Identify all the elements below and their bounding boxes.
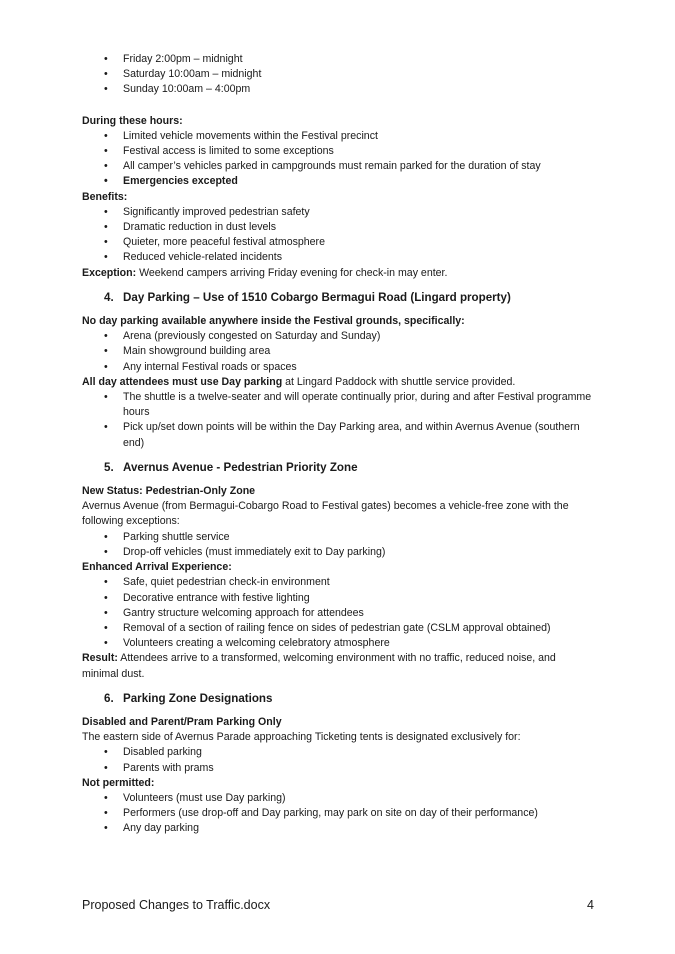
section-number: 4. bbox=[104, 290, 114, 304]
exception-paragraph bbox=[82, 266, 592, 281]
list-item: • Volunteers creating a welcoming celebratory atmosphere bbox=[82, 636, 592, 651]
list-item: • Parking shuttle service bbox=[82, 530, 592, 545]
list-item: • All camper’s vehicles parked in campgrounds must remain parked for the duration of stay bbox=[82, 159, 592, 174]
spacer bbox=[82, 451, 592, 460]
list-item: • Sunday 10:00am – 4:00pm bbox=[82, 82, 592, 97]
result-text: Attendees arrive to a transformed, welcoming environment with no traffic, reduced noise, and minimal dust. bbox=[82, 652, 556, 680]
list-item: • Significantly improved pedestrian safety bbox=[82, 205, 592, 220]
list-item: • Safe, quiet pedestrian check-in environment bbox=[82, 575, 592, 590]
list-item: • Gantry structure welcoming approach for attendees bbox=[82, 606, 592, 621]
list-item: • Arena (previously congested on Saturday and Sunday) bbox=[82, 329, 592, 344]
section-title: Parking Zone Designations bbox=[123, 691, 273, 705]
list-item: • Any day parking bbox=[82, 821, 592, 836]
section-number: 5. bbox=[104, 460, 114, 474]
list-item: • The shuttle is a twelve-seater and will operate continually prior, during and after Festival programme hours bbox=[82, 390, 592, 420]
page-number: 4 bbox=[587, 898, 594, 912]
list-item: • Any internal Festival roads or spaces bbox=[82, 360, 592, 375]
list-item: • Pick up/set down points will be within the Day Parking area, and within Avernus Avenue (southern end) bbox=[82, 420, 592, 450]
list-item: • Performers (use drop-off and Day parking, may park on site on day of their performance) bbox=[82, 806, 592, 821]
spacer bbox=[82, 98, 592, 114]
section-5-heading bbox=[82, 460, 592, 475]
list-item: • Parents with prams bbox=[82, 761, 592, 776]
spacer bbox=[82, 305, 592, 314]
list-item: • Dramatic reduction in dust levels bbox=[82, 220, 592, 235]
benefits-list bbox=[82, 205, 592, 266]
spacer bbox=[82, 475, 592, 484]
status-heading: New Status: Pedestrian-Only Zone bbox=[82, 485, 256, 498]
schedule-list bbox=[82, 52, 592, 98]
disabled-parking-text: The eastern side of Avernus Parade approaching Ticketing tents is designated exclusively for: bbox=[82, 731, 521, 744]
exceptions-list bbox=[82, 530, 592, 560]
footer-filename: Proposed Changes to Traffic.docx bbox=[82, 898, 271, 912]
list-item: • Quieter, more peaceful festival atmosphere bbox=[82, 235, 592, 250]
day-parking-note-bold: All day attendees must use Day parking bbox=[82, 375, 283, 388]
list-item: • Limited vehicle movements within the Festival precinct bbox=[82, 129, 592, 144]
section-title: Avernus Avenue - Pedestrian Priority Zone bbox=[123, 460, 358, 474]
list-item: • Decorative entrance with festive lighting bbox=[82, 591, 592, 606]
list-item: • Main showground building area bbox=[82, 344, 592, 359]
list-item: • Disabled parking bbox=[82, 745, 592, 760]
list-item: • Reduced vehicle-related incidents bbox=[82, 250, 592, 265]
list-item: • Friday 2:00pm – midnight bbox=[82, 52, 592, 67]
shuttle-list bbox=[82, 390, 592, 451]
arrival-heading: Enhanced Arrival Experience: bbox=[82, 561, 232, 574]
status-text: Avernus Avenue (from Bermagui-Cobargo Road to Festival gates) becomes a vehicle-free zone with the following exceptions: bbox=[82, 500, 569, 528]
exception-label: Exception: bbox=[82, 266, 137, 279]
list-item: • Festival access is limited to some exceptions bbox=[82, 144, 592, 159]
result-label: Result: bbox=[82, 652, 118, 665]
not-permitted-heading: Not permitted: bbox=[82, 776, 155, 789]
section-title: Day Parking – Use of 1510 Cobargo Bermagui Road (Lingard property) bbox=[123, 290, 511, 304]
not-permitted-list bbox=[82, 791, 592, 837]
no-parking-list bbox=[82, 329, 592, 375]
during-list bbox=[82, 129, 592, 190]
spacer bbox=[82, 682, 592, 691]
spacer bbox=[82, 281, 592, 290]
section-6-heading bbox=[82, 691, 592, 706]
list-item: • Drop-off vehicles (must immediately exit to Day parking) bbox=[82, 545, 592, 560]
list-item: • Emergencies excepted bbox=[82, 174, 592, 189]
arrival-list bbox=[82, 575, 592, 651]
section-4-heading bbox=[82, 290, 592, 305]
designated-list bbox=[82, 745, 592, 775]
list-item: • Volunteers (must use Day parking) bbox=[82, 791, 592, 806]
exception-text: Weekend campers arriving Friday evening for check-in may enter. bbox=[136, 266, 448, 279]
spacer bbox=[82, 706, 592, 715]
section-4-intro: No day parking available anywhere inside the Festival grounds, specifically: bbox=[82, 315, 465, 328]
document-body bbox=[82, 52, 592, 837]
page-footer bbox=[82, 898, 594, 912]
day-parking-note-text: at Lingard Paddock with shuttle service provided. bbox=[282, 375, 516, 388]
list-item: • Saturday 10:00am – midnight bbox=[82, 67, 592, 82]
list-item: • Removal of a section of railing fence on sides of pedestrian gate (CSLM approval obtained) bbox=[82, 621, 592, 636]
disabled-parking-heading: Disabled and Parent/Pram Parking Only bbox=[82, 715, 282, 728]
section-number: 6. bbox=[104, 691, 114, 705]
benefits-heading: Benefits: bbox=[82, 190, 128, 203]
result-paragraph bbox=[82, 651, 592, 681]
day-parking-note bbox=[82, 375, 592, 390]
during-heading: During these hours: bbox=[82, 114, 183, 127]
